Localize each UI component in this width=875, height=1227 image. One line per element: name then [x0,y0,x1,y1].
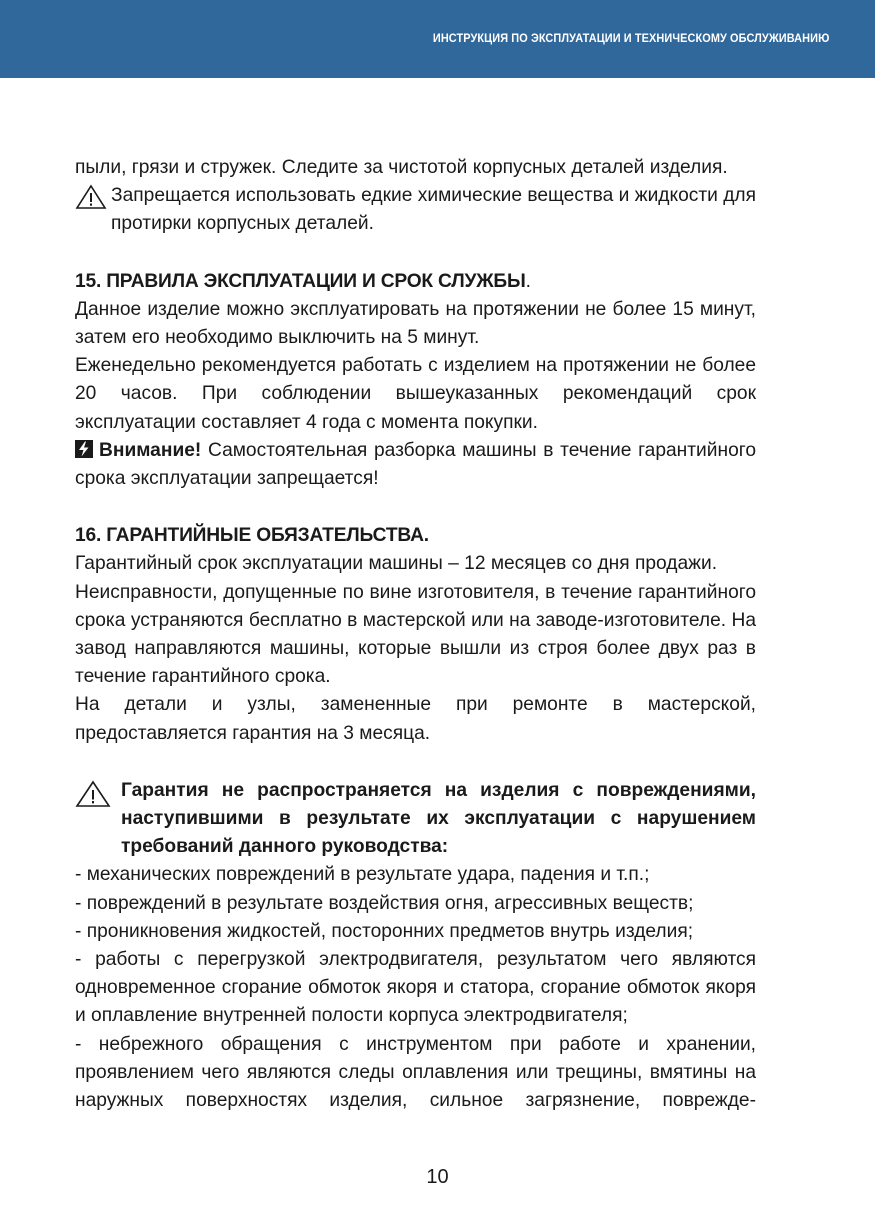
spacer [75,748,756,777]
section-15-paragraph-1: Данное изделие можно эксплуатировать на протяжении не более 15 минут, затем его необходимо выключить на 5 минут. [75,298,756,349]
section-15-paragraph-2: Еженедельно рекомендуется работать с изделием на протяжении не более 20 часов. При соблюдении вышеуказанных рекомендаций срок эксплуатации составляет 4 года с момента покупки. [75,355,756,433]
section-16-paragraph-3: На детали и узлы, замененные при ремонте в мастерской, предоставляется гарантия на 3 месяца. [75,694,756,744]
exclusion-item: - небрежного обращения с инструментом при работе и хранении, проявлением чего являются следы оплавления или трещины, вмятины на наружных поверхностях изделия, сильное загрязнение, поврежде- [75,1033,756,1112]
lightning-warning-icon [75,440,93,458]
section-16-heading: 16. ГАРАНТИЙНЫЕ ОБЯЗАТЕЛЬСТВА. [75,525,429,547]
section-15-heading [75,268,756,296]
warning-triangle-icon [75,184,107,210]
attention-label: Внимание! [99,439,202,461]
section-16-paragraph-2: Неисправности, допущенные по вине изготовителя, в течение гарантийного срока устраняются бесплатно в мастерской или на заводе-изготовителе. На завод направляются машины, которые вышли из строя более двух раз в течение гарантийного срока. [75,581,756,688]
section-15-attention [75,437,756,493]
page-number: 10 [426,1166,449,1188]
exclusion-item: - механических повреждений в результате удара, падения и т.п.; [75,864,650,886]
warranty-exclusion-notice [75,777,756,862]
intro-paragraph: пыли, грязи и стружек. Следите за чистотой корпусных деталей изделия. [75,157,728,178]
exclusion-item: - проникновения жидкостей, посторонних предметов внутрь изделия; [75,920,694,942]
exclusion-item: - повреждений в результате воздействия огня, агрессивных веществ; [75,892,694,914]
header-title: ИНСТРУКЦИЯ ПО ЭКСПЛУАТАЦИИ И ТЕХНИЧЕСКОМУ ОБСЛУЖИВАНИЮ [432,33,829,45]
attention-text: Самостоятельная разборка машины в течение гарантийного срока эксплуатации запрещается! [75,439,756,490]
section-15-heading-dot: . [525,270,531,292]
intro-warning-text: Запрещается использовать едкие химические вещества и жидкости для протирки корпусных деталей. [111,185,756,235]
section-15-heading-text: 15. ПРАВИЛА ЭКСПЛУАТАЦИИ И СРОК СЛУЖБЫ [75,270,526,292]
warning-triangle-icon [75,780,111,808]
page-content [75,154,756,1115]
exclusion-item: - работы с перегрузкой электродвигателя, результатом чего являются одновременное сгорание обмоток якоря и статора, сгорание обмоток якоря и оплавление внутренней полости корпуса электродвигателя; [75,949,756,1027]
warranty-exclusion-notice-text: Гарантия не распространяется на изделия с повреждениями, наступившими в результате их эксплуатации с нарушением требований данного руководства: [121,779,756,858]
intro-warning [75,182,756,238]
header-bar [0,0,875,78]
section-16-paragraph-1: Гарантийный срок эксплуатации машины – 12 месяцев со дня продажи. [75,553,718,575]
